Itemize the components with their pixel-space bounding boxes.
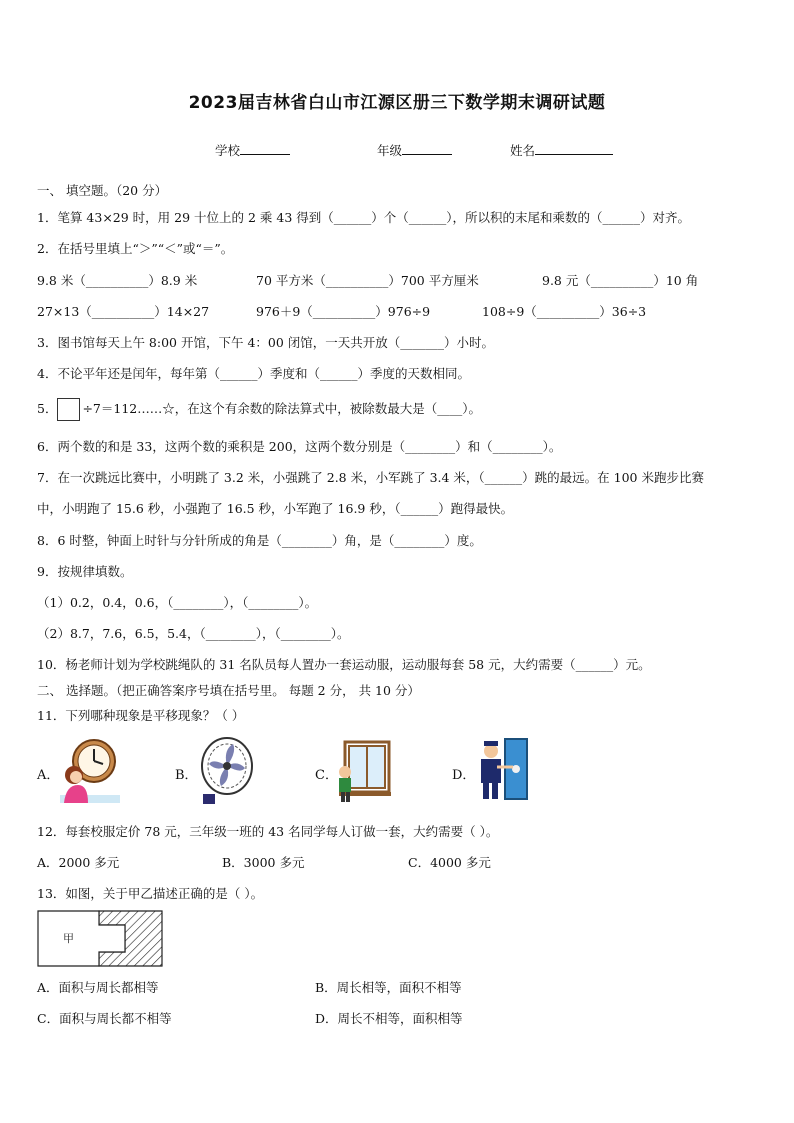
q11-option-b-label: B． [175,768,198,783]
question-6: 6．两个数的和是 33，这两个数的乘积是 200，这两个数分别是（________）和（________）。 [37,439,562,454]
school-blank[interactable] [240,142,290,155]
question-2-stem: 2．在括号里填上“＞”“＜”或“＝”。 [37,241,234,256]
question-3: 3．图书馆每天上午 8:00 开馆，下午 4：00 闭馆，一天共开放（_______）小时。 [37,335,495,350]
school-label: 学校 [215,143,241,158]
grade-blank[interactable] [402,142,452,155]
q12-option-a[interactable]: A．2000 多元 [37,855,120,870]
page-title: 2023届吉林省白山市江源区册三下数学期末调研试题 [188,93,606,113]
question-9-sub-2: （2）8.7，7.6，6.5，5.4，（________），（________）。 [37,626,350,641]
section2-header: 二、 选择题。（把正确答案序号填在括号里。 每题 2 分， 共 10 分） [37,683,420,698]
q13-option-a[interactable]: A．面积与周长都相等 [37,980,159,995]
q2-item-2: 70 平方米（__________）700 平方厘米 [256,273,479,288]
name-blank[interactable] [535,142,613,155]
question-7-line-2: 中，小明跑了 15.6 秒，小强跑了 16.5 秒，小军跑了 16.9 秒，（______）跑得最快。 [37,501,514,516]
window-sliding-image[interactable] [333,740,391,802]
fan-image[interactable] [197,732,255,806]
q12-option-b[interactable]: B．3000 多元 [222,855,305,870]
question-12-stem: 12．每套校服定价 78 元，三年级一班的 43 名同学每人订做一套，大约需要（ ）。 [37,824,499,839]
q12-option-c[interactable]: C．4000 多元 [408,855,491,870]
q13-option-d[interactable]: D．周长不相等，面积相等 [315,1011,463,1026]
grade-label: 年级 [377,143,403,158]
dividend-box[interactable] [57,398,80,421]
question-5 [37,398,481,421]
q13-option-b[interactable]: B．周长相等，面积不相等 [315,980,462,995]
name-field[interactable] [510,141,613,159]
section1-header: 一、 填空题。（20 分） [37,183,168,198]
question-13-stem: 13．如图，关于甲乙描述正确的是（ ）。 [37,886,264,901]
q5-number: 5． [37,401,58,416]
q11-option-d-label: D． [452,768,476,783]
question-7-line-1: 7．在一次跳远比赛中，小明跳了 3.2 米，小强跳了 2.8 米，小军跳了 3.4 米，（______）跳的最远。在 100 米跑步比赛 [37,470,704,485]
question-1: 1．笔算 43×29 时，用 29 十位上的 2 乘 43 得到（______）个（______），所以积的末尾和乘数的（______）对齐。 [37,210,691,225]
q2-item-5: 976＋9（__________）976÷9 [256,304,431,319]
q2-item-6: 108÷9（__________）36÷3 [482,304,647,319]
question-9-stem: 9．按规律填数。 [37,564,133,579]
q2-item-3: 9.8 元（__________）10 角 [542,273,699,288]
q5-text: ÷7＝112……☆，在这个有余数的除法算式中，被除数最大是（____）。 [82,401,481,416]
q13-figure [37,910,163,968]
door-turning-image[interactable] [475,737,531,803]
question-10: 10．杨老师计划为学校跳绳队的 31 名队员每人置办一套运动服，运动服每套 58 元，大约需要（______）元。 [37,657,651,672]
question-9-sub-1: （1）0.2，0.4，0.6，（________），（________）。 [37,595,318,610]
q2-item-1: 9.8 米（__________）8.9 米 [37,273,198,288]
name-label: 姓名 [510,143,536,158]
school-field[interactable] [215,141,290,159]
question-8: 8．6 时整，钟面上时针与分针所成的角是（________）角，是（________）度。 [37,533,482,548]
q11-option-c-label: C． [315,768,338,783]
q13-option-c[interactable]: C．面积与周长都不相等 [37,1011,172,1026]
q11-option-a-label: A． [37,768,60,783]
q2-item-4: 27×13（__________）14×27 [37,304,210,319]
question-11-stem: 11．下列哪种现象是平移现象？（ ） [37,708,245,723]
clock-child-image[interactable] [60,737,120,803]
grade-field[interactable] [377,141,452,159]
question-4: 4．不论平年还是闰年，每年第（______）季度和（______）季度的天数相同。 [37,366,470,381]
figure-label-jia: 甲 [63,932,74,945]
